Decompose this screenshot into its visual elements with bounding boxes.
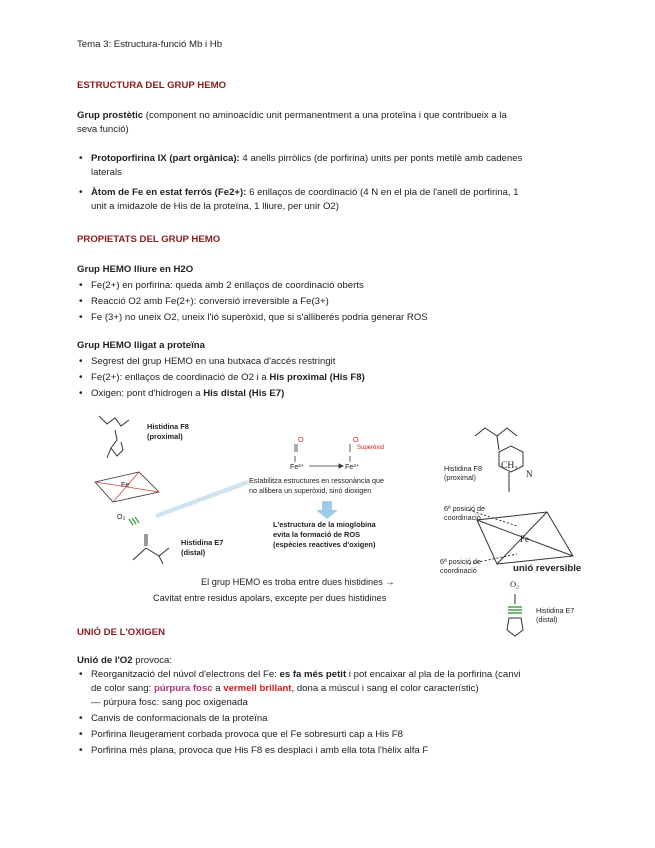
- bound-hemo-list: [77, 355, 365, 401]
- ch3-label: CH₃: [501, 460, 518, 471]
- o2-hbond: [129, 517, 139, 525]
- figure-caption-2: Cavitat entre residus apolars, excepte per dues histidines: [153, 593, 387, 603]
- hemo-components-list: [77, 152, 522, 214]
- list-item: • Àtom de Fe en estat ferrós (Fe2+): 6 enllaços de coordinació (4 N en el pla de l'anell de porfirina, 1 unit a imidazole de His de la proteïna, 1 lliure, per unir O2): [77, 186, 522, 214]
- oxygen-label: O: [298, 435, 304, 444]
- figure-caption-1: El grup HEMO es troba entre dues histidines →: [201, 577, 395, 587]
- subheading-bound-hemo: Grup HEMO lligat a proteïna: [77, 340, 205, 351]
- n-label: N: [526, 469, 533, 479]
- section-heading-hemo-properties: PROPIETATS DEL GRUP HEMO: [77, 234, 221, 245]
- free-hemo-list: [77, 279, 428, 325]
- o2-label: O₂: [117, 512, 126, 521]
- pos6b-label-1: 6ª posició de: [440, 557, 482, 566]
- right-fe-label: Fe: [520, 534, 529, 544]
- prosthetic-group-definition: Grup prostètic (component no aminoacídic unit permanentment a una proteïna i que contribueix a la seva funció): [77, 110, 507, 135]
- list-item: • Reacció O2 amb Fe(2+): conversió irreversible a Fe(3+): [77, 295, 428, 309]
- stabilize-text-2: no allibera un superòxid, sinó dioxigen: [249, 486, 372, 495]
- down-arrow: [316, 501, 338, 519]
- pos6-label-1: 6ª posició de: [444, 504, 486, 513]
- fe2-label: Fe²⁺: [290, 462, 305, 471]
- list-item: • Fe (3+) no uneix O2, uneix l'ió superòxid, que si s'alliberés podria generar ROS: [77, 311, 428, 325]
- his-f8-structure: [99, 416, 129, 458]
- pointer-arrow: [155, 480, 249, 518]
- stabilize-text-1: Estabilitza estructures en ressonància que: [249, 476, 385, 485]
- his-e7-label: Histidina E7: [181, 538, 224, 547]
- right-distal-label: (distal): [536, 615, 558, 624]
- list-item: • Canvis de conformacionals de la proteïna: [77, 712, 521, 726]
- myoglobin-text-3: (espècies reactives d'oxigen): [273, 540, 376, 549]
- proximal-label: (proximal): [147, 432, 183, 441]
- list-item: • Porfirina lleugerament corbada provoca que el Fe sobresurti cap a His F8: [77, 728, 521, 742]
- superoxide-label: Superòxid: [357, 445, 385, 451]
- list-item: • Oxigen: pont d'hidrogen a His distal (His E7): [77, 387, 365, 401]
- list-item: • Fe(2+): enllaços de coordinació de O2 i a His proximal (His F8): [77, 371, 365, 385]
- oxygen-binding-lead: Unió de l'O2 provoca:: [77, 655, 173, 666]
- document-title: Tema 3: Estructura-funció Mb i Hb: [77, 39, 223, 50]
- right-his-e7-label: Histidina E7: [536, 606, 575, 615]
- pos6-label-2: coordinació: [444, 513, 481, 522]
- his-f8-label: Histidina F8: [147, 422, 189, 431]
- right-his-f8-label: Histidina F8: [444, 464, 482, 473]
- section-heading-oxygen-binding: UNIÓ DE L'OXIGEN: [77, 627, 166, 638]
- fe-label: Fe: [121, 480, 130, 489]
- section-heading-hemo-structure: ESTRUCTURA DEL GRUP HEMO: [77, 80, 227, 91]
- list-item: • Fe(2+) en porfirina: queda amb 2 enllaços de coordinació oberts: [77, 279, 428, 293]
- list-item: • Porfirina més plana, provoca que His F8 es desplaci i amb ella tota l'hèlix alfa F: [77, 744, 521, 758]
- list-item: • Protoporfirina IX (part orgànica): 4 anells pirròlics (de porfirina) units per ponts metilè amb cadenes laterals: [77, 152, 522, 180]
- prosthetic-group-term: Grup prostètic: [77, 110, 144, 121]
- right-o2-label: O₂: [510, 579, 520, 589]
- fe3-label: Fe³⁺: [345, 462, 360, 471]
- reversible-binding-label: unió reversible: [513, 563, 582, 574]
- right-proximal-label: (proximal): [444, 473, 476, 482]
- list-item: • Segrest del grup HEMO en una butxaca d'accés restringit: [77, 355, 365, 369]
- myoglobin-text-2: evita la formació de ROS: [273, 530, 361, 539]
- pos6b-label-2: coordinació: [440, 566, 477, 575]
- distal-label: (distal): [181, 548, 206, 557]
- oxygen-binding-effects-list: [77, 668, 521, 758]
- hemo-figure: [77, 408, 587, 644]
- subheading-free-hemo: Grup HEMO lliure en H2O: [77, 264, 194, 275]
- oxygen-label-2: O: [353, 435, 359, 444]
- his-e7-structure: [133, 534, 169, 564]
- myoglobin-text-1: L'estructura de la mioglobina: [273, 520, 376, 529]
- right-o2-structure: [507, 594, 523, 636]
- list-item: • Reorganització del núvol d'electrons del Fe: es fa més petit i pot encaixar al pla de la porfirina (canvi de color sang: púrpura fosc a vermell brillant, dona a múscul i sang el color característic) — púrpura fosc: sang poc oxigenada: [77, 668, 521, 710]
